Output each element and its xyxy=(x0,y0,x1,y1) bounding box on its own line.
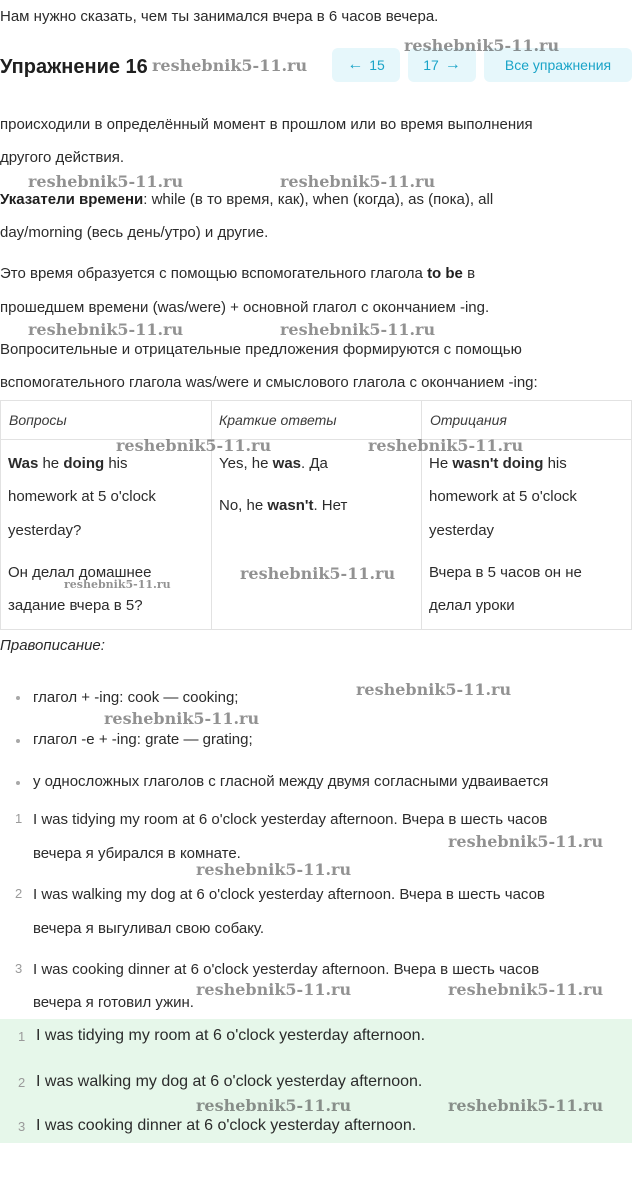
watermark: reshebnik5-11.ru xyxy=(28,172,184,191)
table-cell: yesterday xyxy=(429,522,495,539)
cell-text: his xyxy=(543,455,567,472)
answer-line: I was walking my dog at 6 o'clock yesterday afternoon. xyxy=(36,1073,423,1090)
item-number: 2 xyxy=(15,886,23,901)
grammar-table xyxy=(0,400,632,630)
column-header-short-answers: Краткие ответы xyxy=(219,412,337,428)
prev-exercise-button[interactable] xyxy=(332,48,400,82)
example-line: I was walking my dog at 6 o'clock yesterday afternoon. Вчера в шесть часов xyxy=(33,886,545,903)
watermark: reshebnik5-11.ru xyxy=(404,36,560,55)
bold-word: doing xyxy=(63,455,105,472)
watermark: reshebnik5-11.ru xyxy=(448,1096,604,1115)
answers-block xyxy=(0,1019,632,1143)
bullet-icon xyxy=(16,739,20,743)
watermark: reshebnik5-11.ru xyxy=(448,980,604,999)
watermark: reshebnik5-11.ru xyxy=(28,320,184,339)
table-cell: Вчера в 5 часов он не xyxy=(429,564,582,581)
item-number: 2 xyxy=(18,1075,26,1090)
list-item: глагол + -ing: cook — cooking; xyxy=(33,689,239,706)
cell-text: . Нет xyxy=(313,497,348,514)
watermark: reshebnik5-11.ru xyxy=(116,436,272,455)
item-number: 1 xyxy=(15,811,23,826)
table-cell: Он делал домашнее xyxy=(8,564,152,581)
column-header-negatives: Отрицания xyxy=(430,412,507,428)
item-number: 3 xyxy=(15,961,23,976)
cell-text: Yes, he xyxy=(219,455,273,472)
time-markers-text: : while (в то время, как), when (когда), as (пока), all xyxy=(143,191,494,208)
example-line: I was tidying my room at 6 o'clock yesterday afternoon. Вчера в шесть часов xyxy=(33,811,548,828)
theory-line: происходили в определённый момент в прошлом или во время выполнения xyxy=(0,116,533,133)
formation-keyword: to be xyxy=(427,265,463,282)
example-line: вечера я выгуливал свою собаку. xyxy=(33,920,265,937)
example-line: I was cooking dinner at 6 o'clock yesterday afternoon. Вчера в шесть часов xyxy=(33,961,540,978)
cell-text: No, he xyxy=(219,497,268,514)
theory-line: другого действия. xyxy=(0,149,125,166)
watermark: reshebnik5-11.ru xyxy=(196,860,352,879)
example-line: вечера я убирался в комнате. xyxy=(33,845,241,862)
table-cell xyxy=(8,447,128,480)
cell-text: his xyxy=(104,455,128,472)
next-exercise-label: 17 xyxy=(423,57,439,73)
table-cell: задание вчера в 5? xyxy=(8,597,143,614)
watermark: reshebnik5-11.ru xyxy=(356,680,512,699)
example-line: вечера я готовил ужин. xyxy=(33,994,194,1011)
watermark: reshebnik5-11.ru xyxy=(280,172,436,191)
item-number: 1 xyxy=(18,1029,26,1044)
spelling-label: Правописание: xyxy=(0,637,105,654)
formation-text: Это время образуется с помощью вспомогательного глагола xyxy=(0,265,428,282)
formation-text: в xyxy=(462,265,476,282)
watermark: reshebnik5-11.ru xyxy=(368,436,524,455)
table-cell: делал уроки xyxy=(429,597,515,614)
bold-word: Was xyxy=(8,455,39,472)
all-exercises-label: Все упражнения xyxy=(504,57,612,73)
watermark: reshebnik5-11.ru xyxy=(152,56,308,75)
watermark: reshebnik5-11.ru xyxy=(280,320,436,339)
item-number: 3 xyxy=(18,1119,26,1134)
table-cell: homework at 5 o'clock xyxy=(8,488,156,505)
bold-word: wasn't doing xyxy=(452,455,544,472)
arrow-left-icon: ← xyxy=(347,56,364,73)
table-header xyxy=(1,401,631,440)
answer-line: I was cooking dinner at 6 o'clock yesterday afternoon. xyxy=(36,1117,417,1134)
theory-line: day/morning (весь день/утро) и другие. xyxy=(0,224,269,241)
watermark: reshebnik5-11.ru xyxy=(64,578,171,591)
watermark: reshebnik5-11.ru xyxy=(196,1096,352,1115)
table-cell: yesterday? xyxy=(8,522,82,539)
formation-line xyxy=(0,257,475,290)
bold-word: wasn't xyxy=(267,497,314,514)
theory-line: прошедшем времени (was/were) + основной глагол с окончанием -ing. xyxy=(0,299,490,316)
watermark: reshebnik5-11.ru xyxy=(240,564,396,583)
theory-line: вспомогательного глагола was/were и смыслового глагола с окончанием -ing: xyxy=(0,374,538,391)
arrow-right-icon: → xyxy=(444,56,461,73)
list-item: глагол -e + -ing: grate — grating; xyxy=(33,731,253,748)
list-item: у односложных глаголов с гласной между двумя согласными удваивается xyxy=(33,773,549,790)
cell-text: He xyxy=(429,455,453,472)
intro-text: Нам нужно сказать, чем ты занимался вчера в 6 часов вечера. xyxy=(0,8,439,25)
time-markers-label: Указатели времени xyxy=(0,191,144,208)
answer-line: I was tidying my room at 6 o'clock yesterday afternoon. xyxy=(36,1027,426,1044)
watermark: reshebnik5-11.ru xyxy=(448,832,604,851)
column-header-questions: Вопросы xyxy=(9,412,67,428)
watermark: reshebnik5-11.ru xyxy=(104,709,260,728)
cell-text: . Да xyxy=(301,455,328,472)
bullet-icon xyxy=(16,781,20,785)
table-cell xyxy=(219,489,347,522)
cell-text: he xyxy=(38,455,64,472)
bullet-icon xyxy=(16,696,20,700)
prev-exercise-label: 15 xyxy=(369,57,385,73)
watermark: reshebnik5-11.ru xyxy=(196,980,352,999)
table-cell: homework at 5 o'clock xyxy=(429,488,577,505)
theory-line: Вопросительные и отрицательные предложения формируются с помощью xyxy=(0,341,522,358)
bold-word: was xyxy=(272,455,302,472)
page-title: Упражнение 16 xyxy=(0,56,148,78)
